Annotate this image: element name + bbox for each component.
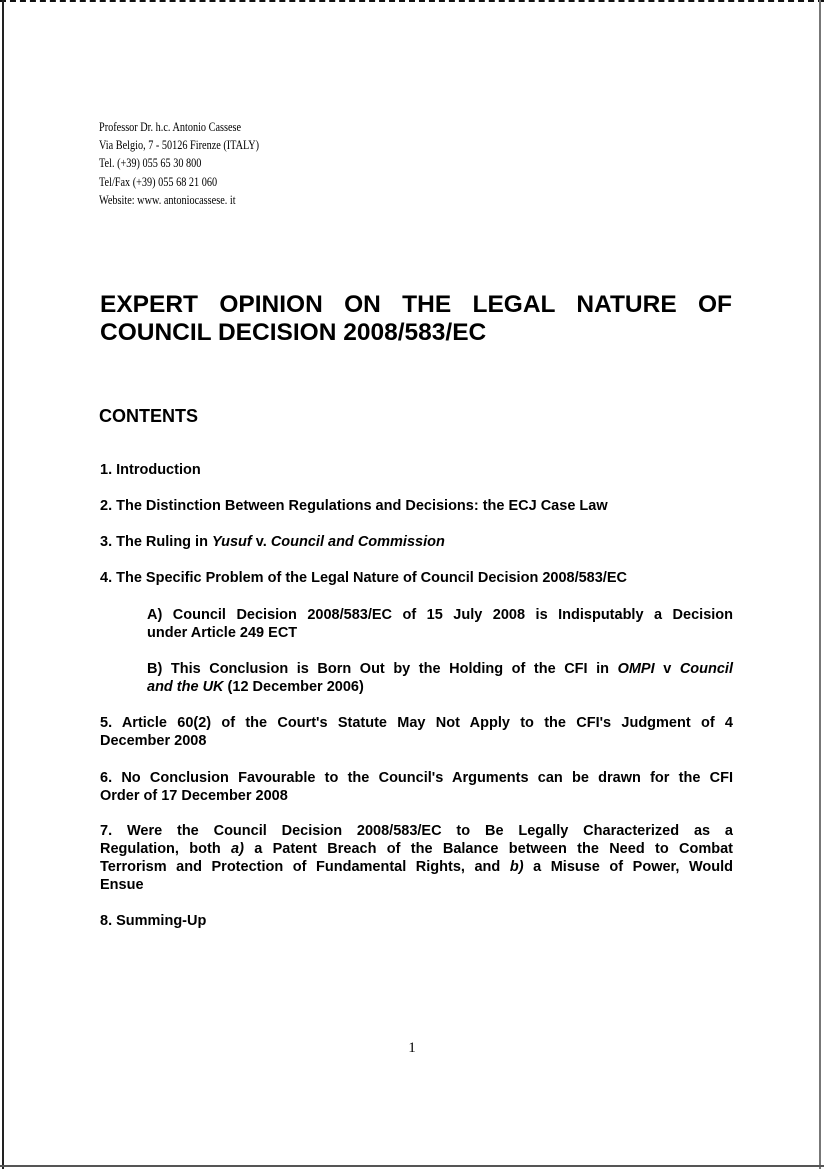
toc-item-5 [100, 714, 733, 750]
toc-item-3-party: Council and Commission [270, 534, 445, 550]
toc-item-7-line-2 [100, 840, 733, 858]
toc-item-1: 1. Introduction [100, 462, 201, 478]
toc-item-6-line-1: 6. No Conclusion Favourable to the Council's Arguments can be drawn for the CFI [100, 770, 733, 786]
scan-edge-left [2, 0, 4, 1169]
toc-item-6 [100, 769, 733, 805]
toc-item-4b-council: Council [679, 661, 733, 677]
sender-website: Website: www. antoniocassese. it [99, 192, 236, 207]
toc-item-4b-line-2 [147, 679, 364, 695]
toc-item-3-v: v. [251, 534, 271, 550]
toc-item-3-prefix: 3. The Ruling in [100, 534, 212, 550]
toc-item-7-line-1: 7. Were the Council Decision 2008/583/EC to Be Legally Characterized as a [100, 823, 733, 839]
toc-item-5-line-2: December 2008 [100, 733, 207, 749]
toc-item-7-line-3b: a Misuse of Power, Would [523, 859, 733, 875]
toc-item-4b-text: B) This Conclusion is Born Out by the Holding of the CFI in [147, 661, 618, 677]
toc-item-5-line-1: 5. Article 60(2) of the Court's Statute May Not Apply to the CFI's Judgment of 4 [100, 715, 733, 731]
sender-address-block [99, 118, 259, 209]
contents-heading: CONTENTS [99, 406, 198, 426]
toc-item-4b-v: v [654, 661, 680, 677]
toc-item-4b-ompi: OMPI [617, 661, 655, 677]
toc-item-8: 8. Summing-Up [100, 913, 207, 929]
toc-item-7 [100, 822, 733, 894]
toc-item-4: 4. The Specific Problem of the Legal Nature of Council Decision 2008/583/EC [100, 570, 627, 586]
scan-edge-right [819, 0, 821, 1169]
toc-item-4b-date: (12 December 2006) [223, 679, 364, 695]
sender-name: Professor Dr. h.c. Antonio Cassese [99, 120, 242, 134]
toc-item-7-line-4: Ensue [100, 877, 144, 893]
toc-item-7-b: b) [509, 859, 524, 875]
toc-item-7-line-3 [100, 858, 733, 876]
toc-item-4a [147, 606, 733, 642]
toc-item-4b [147, 660, 733, 696]
toc-item-7-line-2b: a Patent Breach of the Balance between the Need to Combat [243, 841, 733, 857]
toc-item-3-yusuf: Yusuf [211, 534, 252, 550]
toc-item-3 [100, 533, 733, 551]
toc-item-2: 2. The Distinction Between Regulations and Decisions: the ECJ Case Law [100, 498, 608, 514]
toc-item-4a-line-1: A) Council Decision 2008/583/EC of 15 July 2008 is Indisputably a Decision [147, 607, 733, 623]
sender-street: Via Belgio, 7 - 50126 Firenze (ITALY) [99, 138, 260, 153]
toc-item-6-line-2: Order of 17 December 2008 [100, 788, 288, 804]
toc-item-4b-and-uk: and the UK [147, 679, 224, 695]
scan-edge-top [0, 0, 824, 2]
scan-edge-bottom [0, 1165, 824, 1167]
toc-item-4b-line-1 [147, 660, 733, 678]
toc-item-7-a: a) [231, 841, 244, 857]
document-title-line-2: COUNCIL DECISION 2008/583/EC [100, 319, 487, 346]
document-title-line-1: EXPERT OPINION ON THE LEGAL NATURE OF [100, 291, 732, 318]
sender-telephone: Tel. (+39) 055 65 30 800 [99, 156, 202, 171]
toc-item-7-line-3a: Terrorism and Protection of Fundamental Rights, and [100, 859, 510, 875]
toc-item-7-line-2a: Regulation, both [100, 841, 231, 857]
page-number: 1 [408, 1040, 416, 1056]
sender-telfax: Tel/Fax (+39) 055 68 21 060 [99, 174, 218, 189]
document-title [100, 291, 732, 347]
toc-item-4a-line-2: under Article 249 ECT [147, 625, 298, 641]
